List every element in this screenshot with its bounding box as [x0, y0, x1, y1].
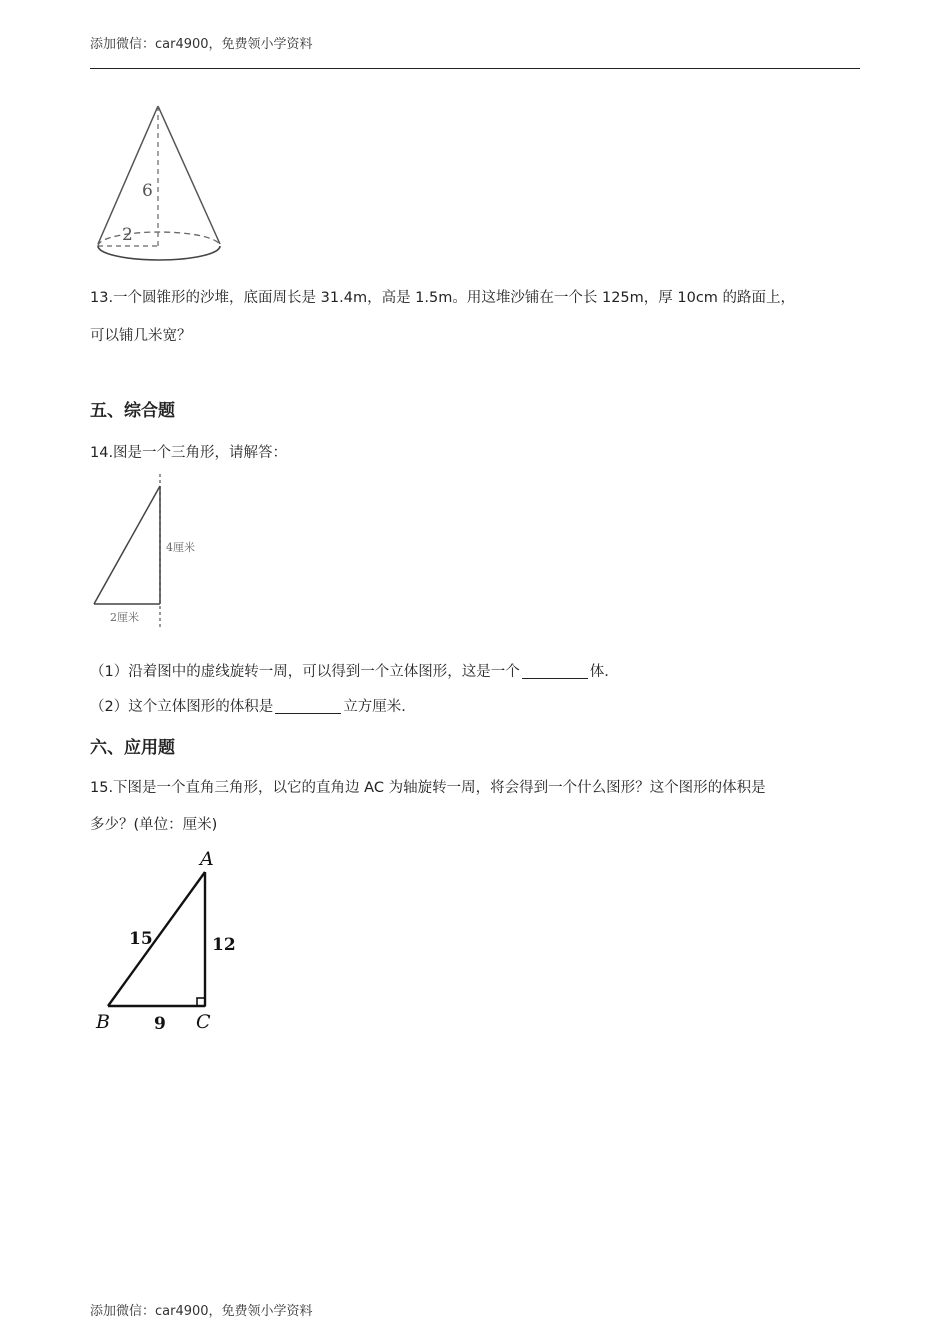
q14-part1	[90, 662, 609, 682]
side-ac-label: 12	[212, 935, 236, 955]
cone-right-edge	[158, 106, 220, 244]
q13-line1: 13.一个圆锥形的沙堆，底面周长是 31.4m，高是 1.5m。用这堆沙铺在一个长 125m，厚 10cm 的路面上，	[90, 290, 796, 306]
hypotenuse-label: 15	[129, 929, 153, 949]
q14-part1-text: （1）沿着图中的虚线旋转一周，可以得到一个立体图形，这是一个	[90, 664, 520, 680]
header-divider	[90, 68, 860, 69]
cone-base-back	[98, 232, 220, 246]
page-header: 添加微信：car4900，免费领小学资料	[90, 37, 313, 52]
q14-triangle-figure	[88, 474, 218, 634]
q14-part1-suffix: 体.	[589, 664, 609, 680]
side-bc-label: 9	[154, 1014, 166, 1034]
triangle-hypotenuse	[94, 486, 160, 604]
q15-right-triangle-figure	[92, 844, 242, 1036]
q15-line1: 15.下图是一个直角三角形，以它的直角边 AC 为轴旋转一周，将会得到一个什么图形？这个图形的体积是	[90, 780, 766, 796]
vertex-c-label: C	[196, 1011, 211, 1033]
q14-part2-text: （2）这个立体图形的体积是	[90, 699, 274, 715]
cone-height-label: 6	[142, 181, 153, 201]
cone-left-edge	[98, 106, 158, 244]
vertex-a-label: A	[200, 848, 214, 870]
q14-part1-blank[interactable]	[522, 664, 588, 679]
q14-base-label: 2厘米	[110, 611, 139, 624]
q15-line2: 多少？(单位：厘米)	[90, 817, 218, 833]
q13-line2: 可以铺几米宽？	[90, 328, 192, 344]
section-6-title: 六、应用题	[90, 738, 175, 758]
cone-radius-label: 2	[122, 225, 133, 245]
cone-base-front	[98, 246, 220, 260]
cone-figure	[88, 98, 258, 268]
triangle-side-ab	[108, 872, 205, 1006]
section-5-title: 五、综合题	[90, 401, 175, 421]
q14-stem: 14.图是一个三角形，请解答：	[90, 445, 288, 461]
q14-part2-blank[interactable]	[275, 699, 341, 714]
q14-part2	[90, 697, 406, 717]
q14-part2-suffix: 立方厘米.	[343, 699, 406, 715]
vertex-b-label: B	[96, 1011, 110, 1033]
q14-height-label: 4厘米	[166, 541, 195, 554]
page-footer: 添加微信：car4900，免费领小学资料	[90, 1304, 313, 1319]
